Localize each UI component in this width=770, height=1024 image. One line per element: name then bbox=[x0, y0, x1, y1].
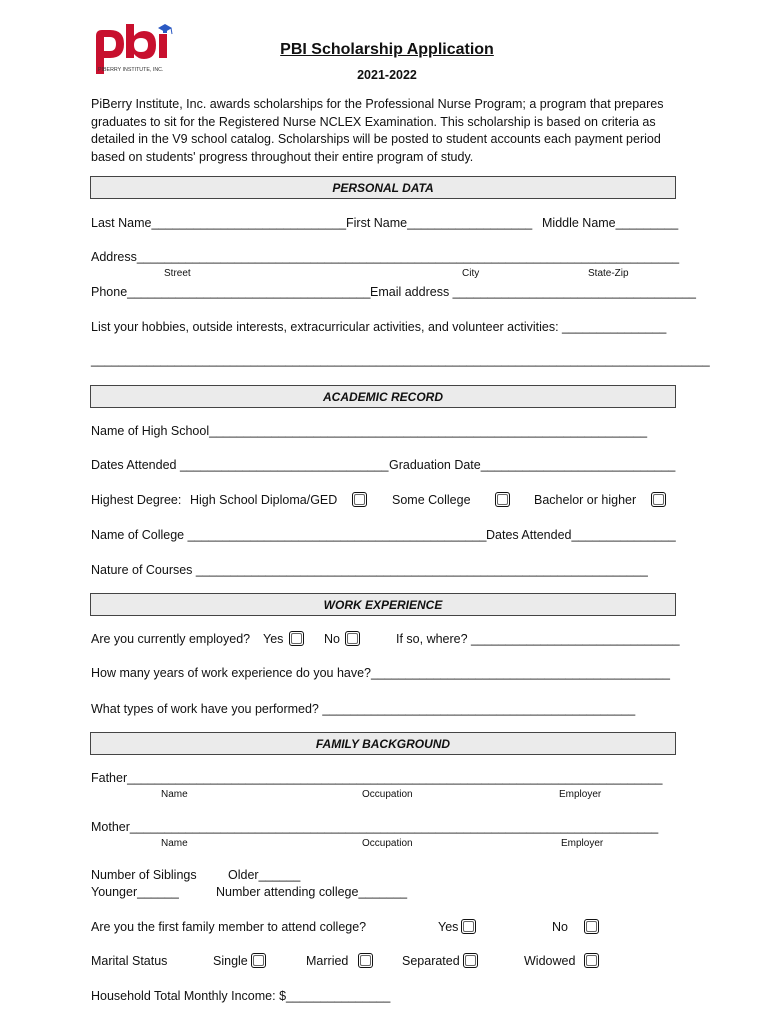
section-work-experience: WORK EXPERIENCE bbox=[90, 593, 676, 616]
page-title: PBI Scholarship Application bbox=[280, 41, 494, 58]
work-types-field[interactable]: What types of work have you performed? _____________________________________________ bbox=[91, 702, 636, 716]
high-school-field[interactable]: Name of High School_______________________________________________________________ bbox=[91, 424, 648, 438]
first-member-yes-label: Yes bbox=[438, 920, 459, 934]
monthly-income-field[interactable]: Household Total Monthly Income: $_______________ bbox=[91, 989, 391, 1003]
father-field[interactable]: Father_____________________________________________________________________________ bbox=[91, 771, 663, 785]
widowed-label: Widowed bbox=[524, 954, 576, 968]
bachelor-checkbox[interactable] bbox=[651, 492, 666, 507]
mother-name-caption: Name bbox=[161, 838, 188, 849]
state-zip-caption: State-Zip bbox=[588, 268, 629, 279]
married-checkbox[interactable] bbox=[358, 953, 373, 968]
some-college-label: Some College bbox=[392, 493, 471, 507]
first-name-field[interactable]: First Name__________________ bbox=[346, 216, 533, 230]
hs-diploma-checkbox[interactable] bbox=[352, 492, 367, 507]
graduation-date-field[interactable]: Graduation Date____________________________ bbox=[389, 458, 676, 472]
courses-field[interactable]: Nature of Courses _________________________________________________________________ bbox=[91, 563, 648, 577]
father-employer-caption: Employer bbox=[559, 789, 602, 800]
mother-employer-caption: Employer bbox=[561, 838, 604, 849]
phone-field[interactable]: Phone___________________________________ bbox=[91, 285, 371, 299]
employer-where-field[interactable]: If so, where? ______________________________ bbox=[396, 632, 680, 646]
single-label: Single bbox=[213, 954, 248, 968]
logo-letters: pbi bbox=[88, 22, 90, 23]
separated-checkbox[interactable] bbox=[463, 953, 478, 968]
highest-degree-label: Highest Degree: bbox=[91, 493, 182, 507]
widowed-checkbox[interactable] bbox=[584, 953, 599, 968]
mother-occupation-caption: Occupation bbox=[362, 838, 413, 849]
mother-field[interactable]: Mother____________________________________________________________________________ bbox=[91, 820, 659, 834]
section-family-background: FAMILY BACKGROUND bbox=[90, 732, 676, 755]
older-siblings-field[interactable]: Older______ bbox=[228, 868, 301, 882]
married-label: Married bbox=[306, 954, 349, 968]
hs-diploma-label: High School Diploma/GED bbox=[190, 493, 338, 507]
college-name-field[interactable]: Name of College ___________________________________________ bbox=[91, 528, 487, 542]
some-college-checkbox[interactable] bbox=[495, 492, 510, 507]
work-years-field[interactable]: How many years of work experience do you have?___________________________________________ bbox=[91, 666, 670, 680]
employed-no-label: No bbox=[324, 632, 340, 646]
siblings-label: Number of Siblings bbox=[91, 868, 197, 882]
younger-siblings-field[interactable]: Younger______ bbox=[91, 885, 179, 899]
section-academic-record: ACADEMIC RECORD bbox=[90, 385, 676, 408]
first-member-no-label: No bbox=[552, 920, 568, 934]
street-caption: Street bbox=[164, 268, 191, 279]
employed-question: Are you currently employed? bbox=[91, 632, 251, 646]
middle-name-field[interactable]: Middle Name_________ bbox=[542, 216, 679, 230]
father-occupation-caption: Occupation bbox=[362, 789, 413, 800]
first-member-no-checkbox[interactable] bbox=[584, 919, 599, 934]
first-member-yes-checkbox[interactable] bbox=[461, 919, 476, 934]
page-year: 2021-2022 bbox=[357, 68, 417, 82]
intro-paragraph: PiBerry Institute, Inc. awards scholarships for the Professional Nurse Program; a program that prepares graduates to sit for the Registered Nurse NCLEX Examination. This scholarship is based on criteria as detailed in the V9 school catalog. Scholarships will be posted to student accounts each payment period based on students' progress throughout their entire program of study. bbox=[91, 97, 664, 164]
employed-yes-label: Yes bbox=[263, 632, 284, 646]
father-name-caption: Name bbox=[161, 789, 188, 800]
address-field[interactable]: Address______________________________________________________________________________ bbox=[91, 250, 680, 264]
section-personal-data: PERSONAL DATA bbox=[90, 176, 676, 199]
dates-attended-field[interactable]: Dates Attended ______________________________ bbox=[91, 458, 389, 472]
employed-yes-checkbox[interactable] bbox=[289, 631, 304, 646]
bachelor-label: Bachelor or higher bbox=[534, 493, 637, 507]
employed-no-checkbox[interactable] bbox=[345, 631, 360, 646]
hobbies-continuation-line[interactable]: _________________________________________________________________________________________ bbox=[91, 353, 710, 367]
single-checkbox[interactable] bbox=[251, 953, 266, 968]
hobbies-field[interactable]: List your hobbies, outside interests, extracurricular activities, and volunteer activities: _______________ bbox=[91, 320, 667, 334]
logo-tagline: PIBERRY INSTITUTE, INC. bbox=[98, 67, 164, 73]
email-field[interactable]: Email address ___________________________________ bbox=[370, 285, 696, 299]
separated-label: Separated bbox=[402, 954, 460, 968]
college-dates-field[interactable]: Dates Attended_______________ bbox=[486, 528, 676, 542]
city-caption: City bbox=[462, 268, 480, 279]
last-name-field[interactable]: Last Name____________________________ bbox=[91, 216, 347, 230]
first-member-question: Are you the first family member to attend college? bbox=[91, 920, 367, 934]
attending-college-field[interactable]: Number attending college_______ bbox=[216, 885, 408, 899]
marital-status-label: Marital Status bbox=[91, 954, 168, 968]
